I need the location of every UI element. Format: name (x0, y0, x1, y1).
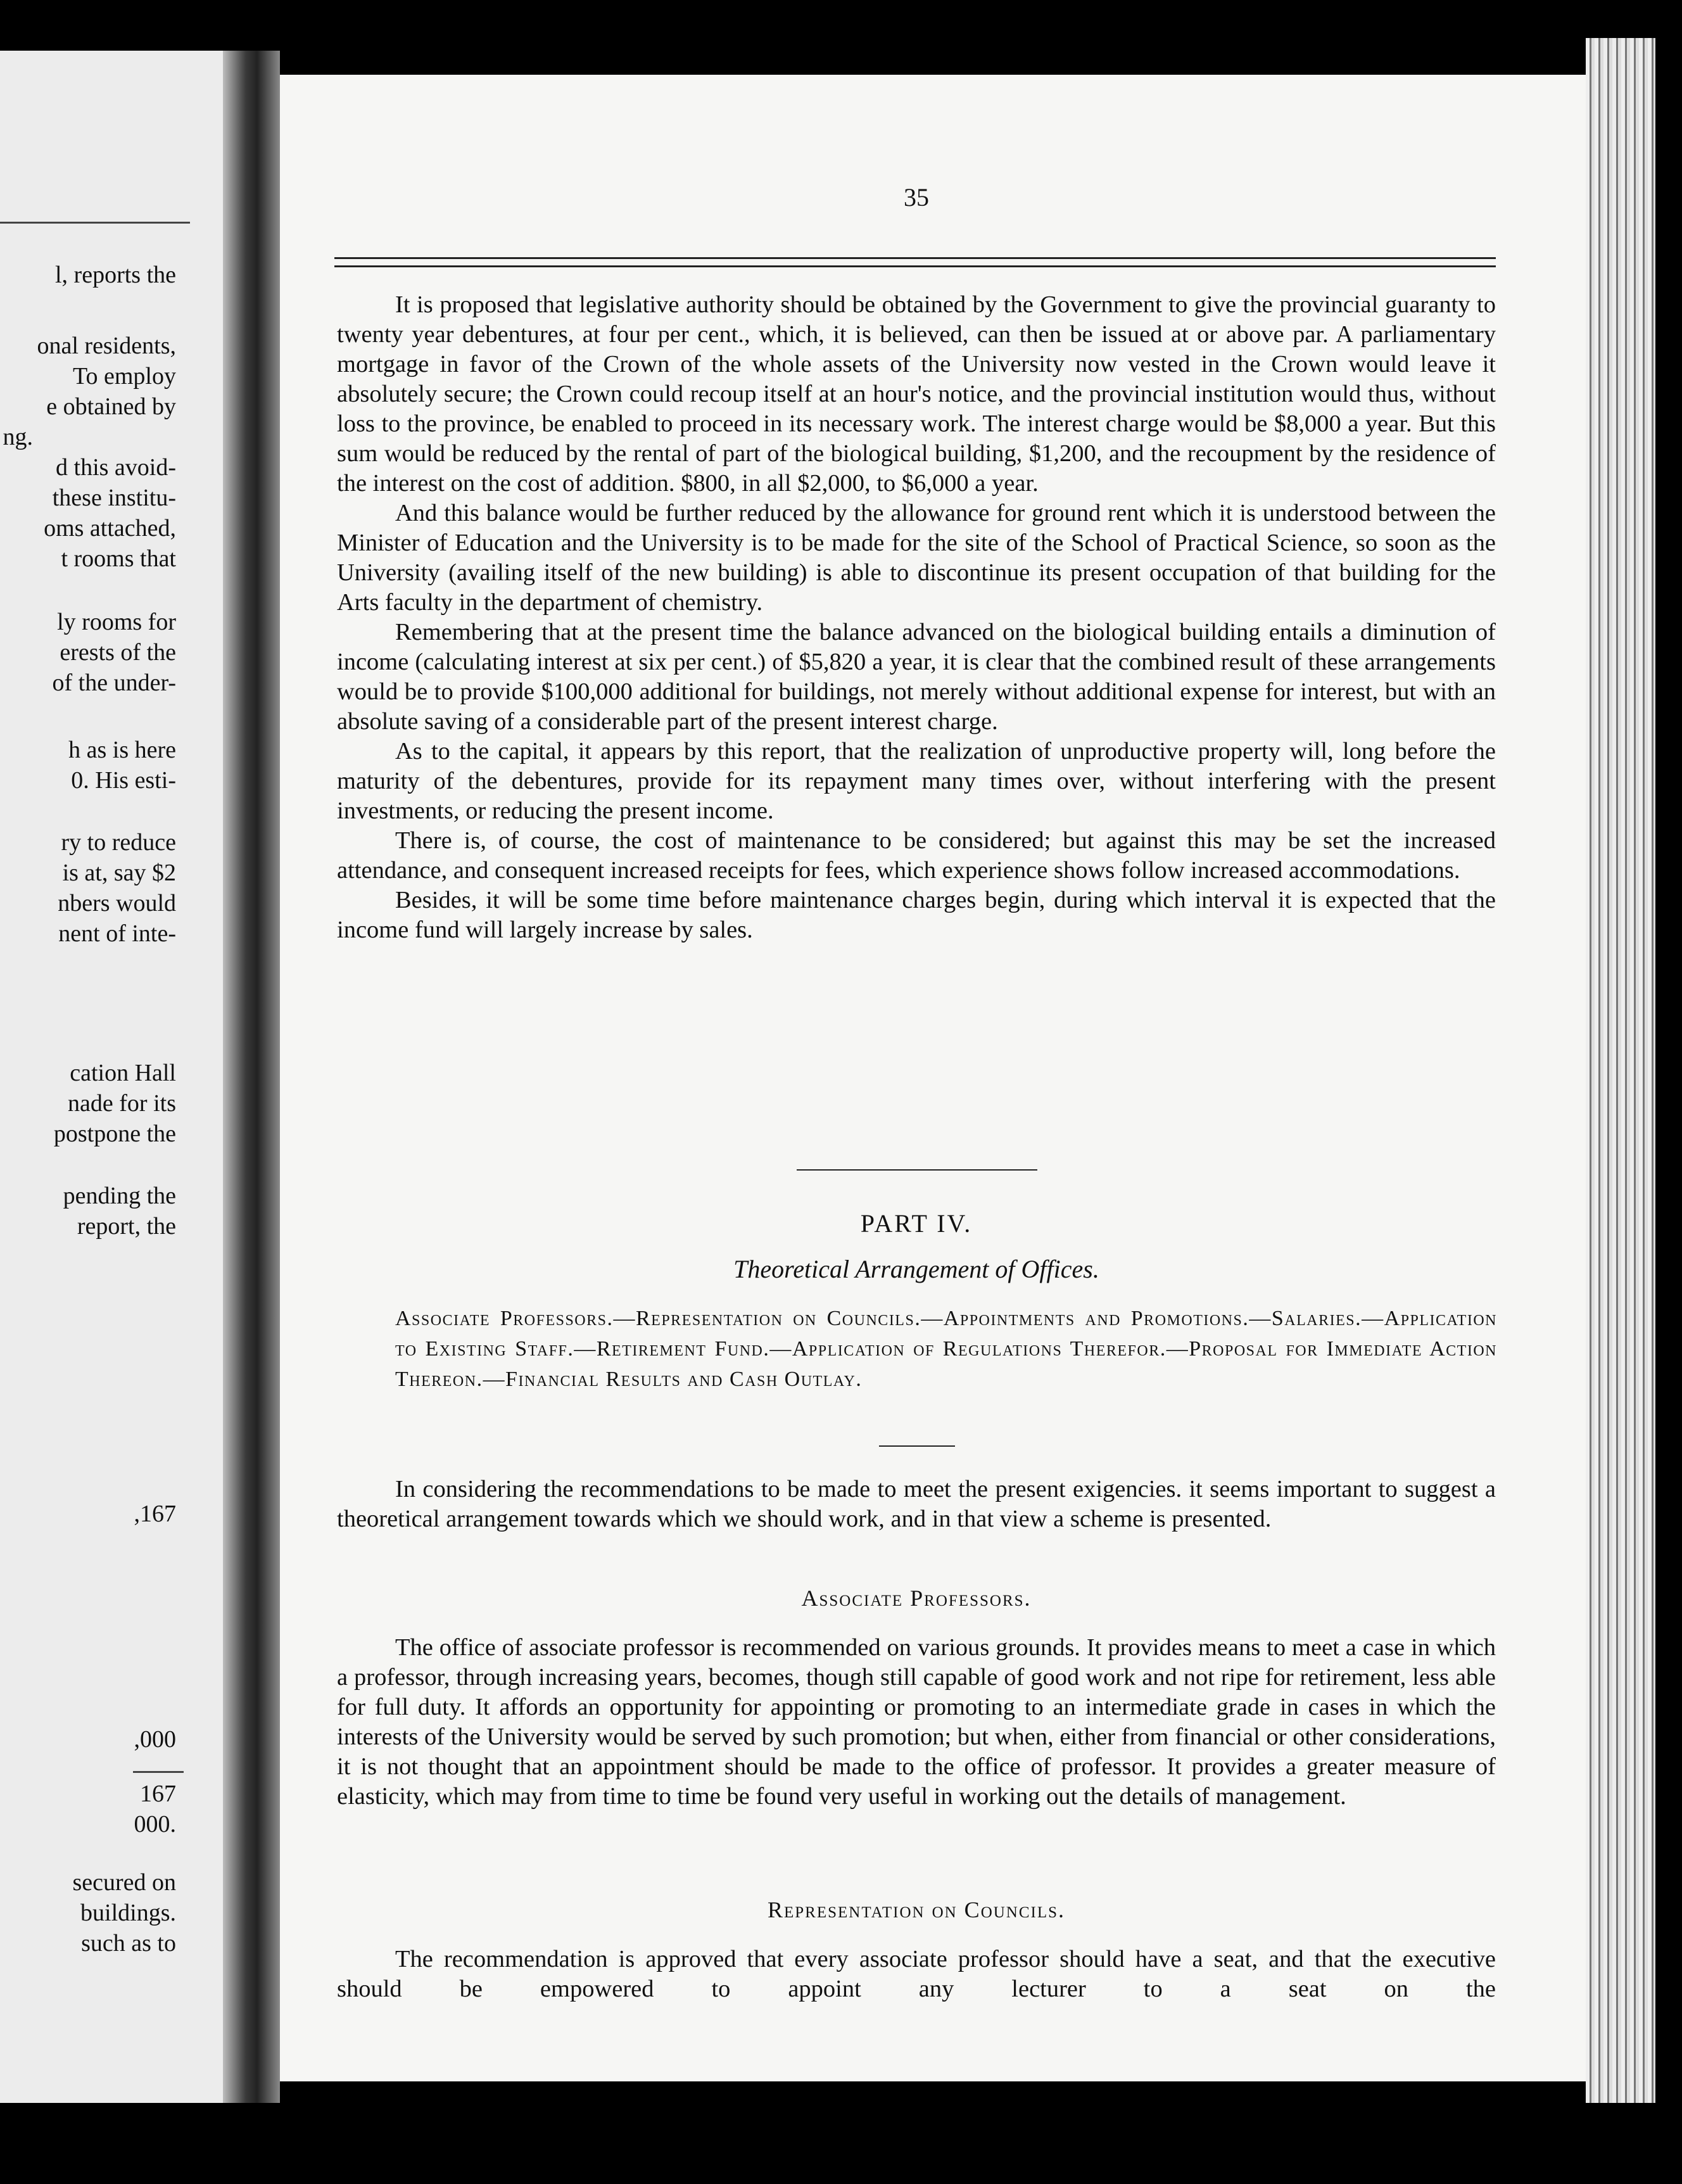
page-content (337, 75, 1496, 2081)
intro-block (337, 1475, 1496, 1534)
part-synopsis: Associate Professors.—Representation on Councils.—Appointments and Promotions.—Salaries.—Application to Existing Staff.—Retirement Fund.—Application of Regulations Therefor.—Proposal for Immediate Action Thereon.—Financial Results and Cash Outlay. (395, 1307, 1497, 1391)
left-page-line: nade for its (68, 1090, 176, 1117)
left-page-line: ry to reduce (61, 829, 176, 856)
left-page-line: To employ (72, 363, 176, 390)
page-edges (1586, 38, 1655, 2103)
left-page-line: buildings. (80, 1900, 176, 1926)
page-number: 35 (904, 183, 929, 212)
left-facing-page (0, 51, 223, 2103)
header-double-rule (334, 257, 1496, 267)
left-page-line: l, reports the (54, 262, 176, 288)
left-page-line: 167 (140, 1781, 176, 1807)
main-page (280, 75, 1586, 2081)
paragraph: As to the capital, it appears by this report, that the realization of unproductive property will, long before the maturity of the debentures, provide for its repayment many times over, without interfering with the present investments, or reducing the present income. (337, 738, 1496, 824)
left-page-line: is at, say $2 (62, 860, 176, 886)
left-page-line: these institu- (52, 485, 176, 511)
left-page-line: onal residents, (37, 333, 176, 359)
left-page-line: ng. (3, 424, 33, 450)
left-page-line: h as is here (68, 737, 176, 763)
left-page-line: nent of inte- (58, 920, 176, 947)
paragraph: Remembering that at the present time the balance advanced on the biological building entails a diminution of income (calculating interest at six per cent.) of $5,820 a year, it is clear that the combined result of these arrangements would be to provide $100,000 additional for buildings, not merely without additional expense for interest, but with an absolute saving of a considerable part of the present interest charge. (337, 619, 1496, 735)
left-page-line: 0. His esti- (71, 767, 176, 794)
left-page-rule (0, 222, 190, 224)
left-page-sum-rule (133, 1771, 184, 1773)
left-page-line: t rooms that (61, 545, 176, 572)
part-subtitle: Theoretical Arrangement of Offices. (733, 1255, 1099, 1283)
left-page-line: ly rooms for (57, 609, 176, 635)
left-page-line: report, the (77, 1213, 176, 1240)
representation-block (337, 1945, 1496, 2004)
left-page-line: d this avoid- (56, 454, 176, 481)
paragraph: There is, of course, the cost of maintenance to be considered; but against this may be set the increased attendance, and consequent increased receipts for fees, which experience shows follow increased accommodations. (337, 827, 1496, 884)
left-page-line: e obtained by (46, 393, 176, 420)
paragraph: The office of associate professor is recommended on various grounds. It provides means to meet a case in which a professor, through increasing years, becomes, though still capable of good work and not ripe for retirement, less able for full duty. It affords an opportunity for appointing or promoting to an intermediate grade in cases in which the interests of the University would be served by such promotion; but when, either from financial or other considerations, it is not thought that an appointment should be made to the office of professor. It provides a greater measure of elasticity, which may from time to time be found very useful in working out the details of management. (337, 1634, 1496, 1810)
left-page-line: ,000 (134, 1726, 176, 1753)
heading-associate-professors: Associate Professors. (801, 1585, 1032, 1611)
book-gutter (223, 51, 280, 2103)
paragraph: It is proposed that legislative authority should be obtained by the Government to give the provincial guaranty to twenty year debentures, at four per cent., which, it is believed, can then be issued at or above par. A parliamentary mortgage in favor of the Crown of the whole assets of the University now vested in the Crown would leave it absolutely secure; the Crown could recoup itself at an hour's notice, and the provincial institution would thus, without loss to the province, be enabled to proceed in its necessary work. The interest charge would be $8,000 a year. But this sum would be reduced by the rental of part of the biological building, $1,200, and the recoupment by the residence of the interest on the cost of addition. $800, in all $2,000, to $6,000 a year. (337, 291, 1496, 497)
paragraph: And this balance would be further reduced by the allowance for ground rent which it is understood between the Minister of Education and the University is to be made for the site of the School of Practical Science, so soon as the University (availing itself of the new building) is able to discontinue its present occupation of that building for the Arts faculty in the department of chemistry. (337, 500, 1496, 616)
left-page-line: 000. (134, 1811, 176, 1838)
left-page-line: secured on (72, 1869, 176, 1896)
paragraph: Besides, it will be some time before maintenance charges begin, during which interval it is expected that the income fund will largely increase by sales. (337, 887, 1496, 943)
paragraph: The recommendation is approved that every associate professor should have a seat, and that the executive should be empowered to appoint any lecturer to a seat on the (337, 1946, 1496, 2002)
left-page-line: cation Hall (70, 1060, 176, 1086)
associate-block (337, 1633, 1496, 1812)
left-page-line: ,167 (134, 1501, 176, 1527)
left-page-line: erests of the (60, 639, 176, 666)
heading-representation: Representation on Councils. (767, 1897, 1066, 1922)
section-finance (337, 290, 1496, 945)
left-page-line: oms attached, (44, 515, 176, 542)
left-page-line: of the under- (52, 670, 176, 696)
section-divider (797, 1169, 1037, 1171)
left-page-line: nbers would (58, 890, 176, 917)
left-page-line: postpone the (53, 1121, 176, 1147)
synopsis-divider (879, 1445, 955, 1447)
left-page-line: such as to (81, 1930, 176, 1957)
part-title: PART IV. (860, 1209, 973, 1238)
left-page-line: pending the (63, 1183, 176, 1209)
paragraph: In considering the recommendations to be made to meet the present exigencies. it seems important to suggest a theoretical arrangement towards which we should work, and in that view a scheme is presented. (337, 1476, 1496, 1532)
